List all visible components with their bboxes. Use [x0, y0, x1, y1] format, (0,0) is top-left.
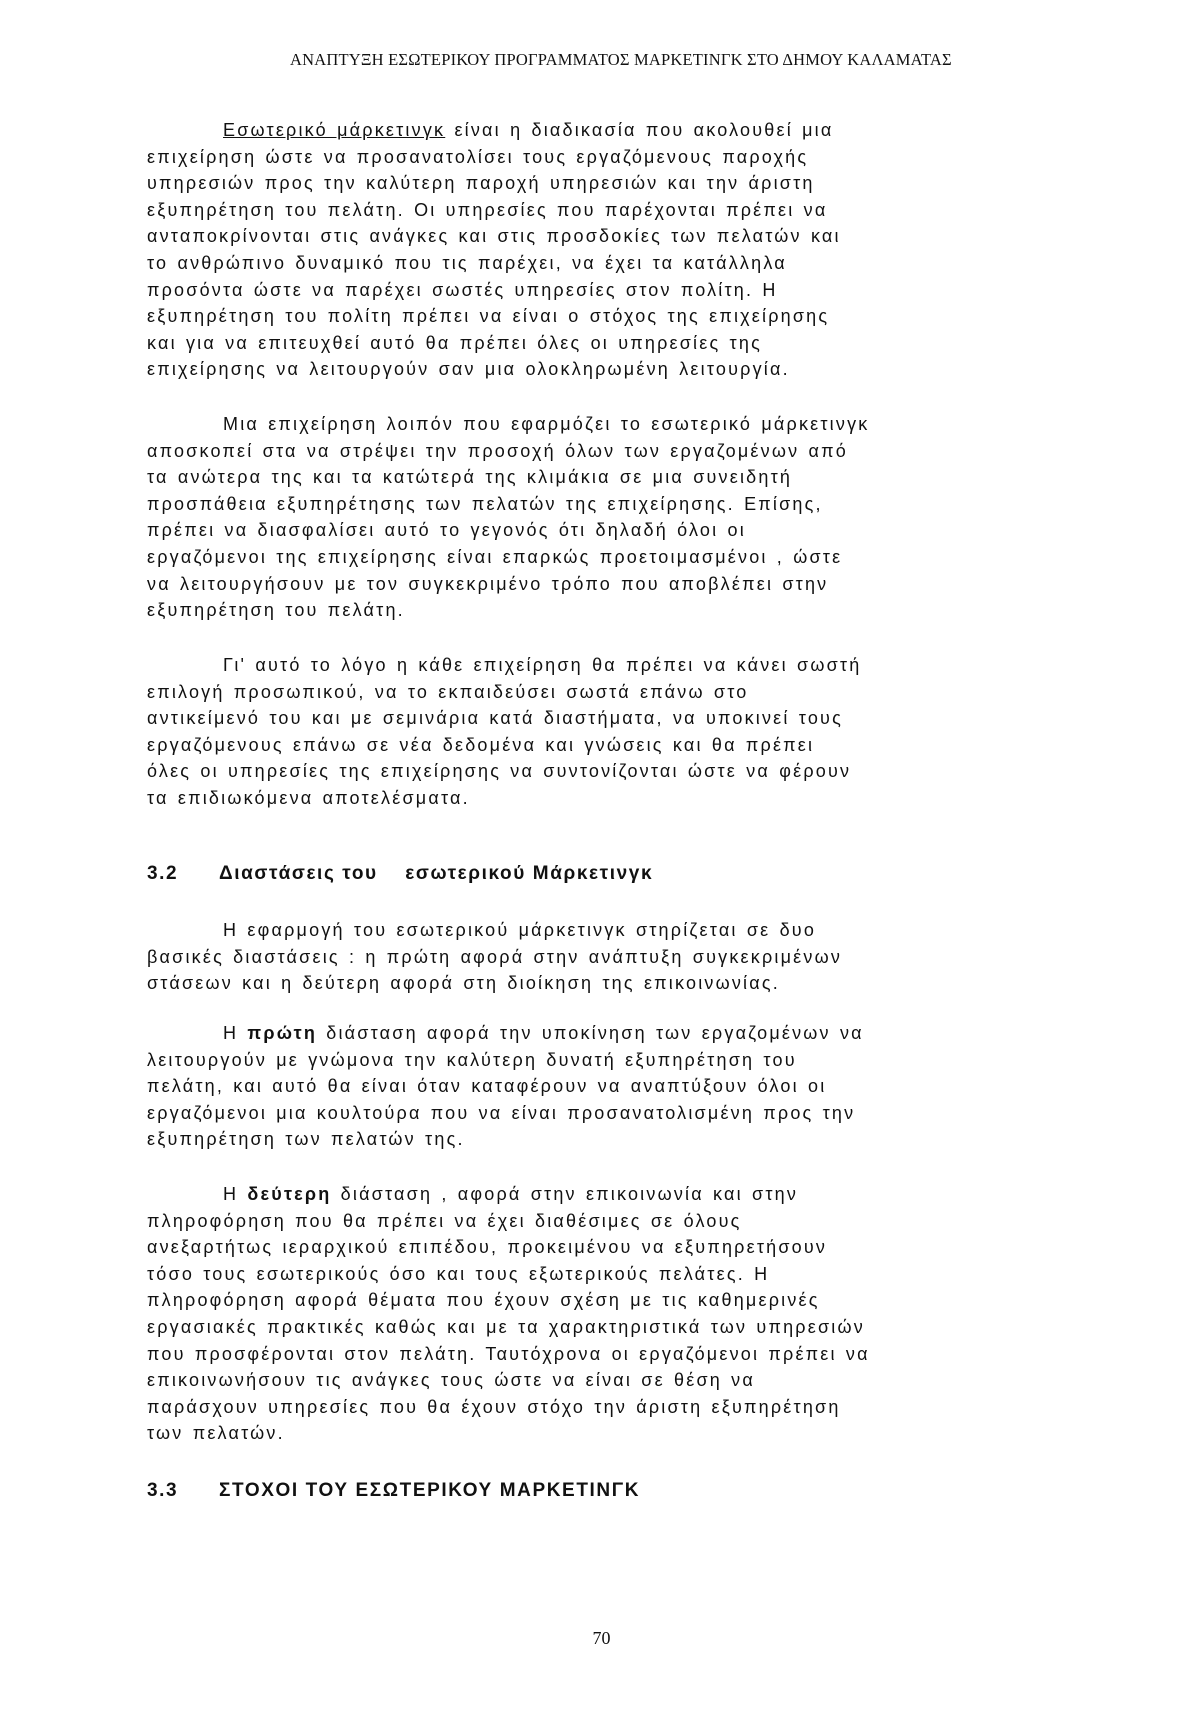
text-line: προσόντα ώστε να παρέχει σωστές υπηρεσίες στον πολίτη. Η — [147, 279, 778, 300]
emphasis-second: δεύτερη — [247, 1184, 332, 1204]
text-line: και για να επιτευχθεί αυτό θα πρέπει όλες οι υπηρεσίες της — [147, 332, 762, 353]
running-header: ΑΝΑΠΤΥΞΗ ΕΣΩΤΕΡΙΚΟΥ ΠΡΟΓΡΑΜΜΑΤΟΣ ΜΑΡΚΕΤΙΝΓΚ ΣΤΟ ΔΗΜΟΥ ΚΑΛΑΜΑΤΑΣ — [290, 50, 952, 69]
text-line: τόσο τους εσωτερικούς όσο και τους εξωτερικούς πελάτες. Η — [147, 1263, 770, 1284]
paragraph-staff-selection — [147, 652, 1057, 812]
text-line: ανεξαρτήτως ιεραρχικού επιπέδου, προκειμένου να εξυπηρετήσουν — [147, 1237, 828, 1258]
text-line: προσπάθεια εξυπηρέτησης των πελατών της επιχείρησης. Επίσης, — [147, 493, 823, 514]
text-line: αποσκοπεί στα να στρέψει την προσοχή όλων των εργαζομένων από — [147, 440, 848, 461]
text-line: αντικείμενό του και με σεμινάρια κατά διαστήματα, να υποκινεί τους — [147, 708, 843, 729]
text-line: εξυπηρέτηση των πελατών της. — [147, 1129, 465, 1150]
text-line: ανταποκρίνονται στις ανάγκες και στις προσδοκίες των πελατών και — [147, 226, 841, 247]
page-number: 70 — [592, 1628, 611, 1648]
paragraph-internal-marketing-definition — [147, 117, 1057, 383]
text-line: Μια επιχείρηση λοιπόν που εφαρμόζει το εσωτερικό μάρκετινγκ — [223, 414, 870, 434]
text-line: εξυπηρέτηση του πελάτη. Οι υπηρεσίες που παρέχονται πρέπει να — [147, 199, 828, 220]
text-line: πελάτη, και αυτό θα είναι όταν καταφέρουν να αναπτύξουν όλοι οι — [147, 1076, 827, 1097]
text-line: εργαζόμενοι μια κουλτούρα που να είναι προσανατολισμένη προς την — [147, 1102, 856, 1123]
text-line: που προσφέρονται στον πελάτη. Ταυτόχρονα οι εργαζόμενοι πρέπει να — [147, 1343, 870, 1364]
text-line: υπηρεσιών προς την καλύτερη παροχή υπηρεσιών και την άριστη — [147, 173, 815, 194]
paragraph-two-dimensions — [147, 917, 1057, 997]
paragraph-business-application — [147, 411, 1057, 624]
paragraph-second-dimension — [147, 1181, 1057, 1447]
paragraph-first-line: Εσωτερικό μάρκετινγκ είναι η διαδικασία που ακολουθεί μια — [223, 120, 834, 140]
text-line: των πελατών. — [147, 1423, 285, 1444]
text-line: το ανθρώπινο δυναμικό που τις παρέχει, να έχει τα κατάλληλα — [147, 252, 787, 273]
text-line: στάσεων και η δεύτερη αφορά στη διοίκηση της επικοινωνίας. — [147, 973, 780, 994]
text-line: επιχείρησης να λειτουργούν σαν μια ολοκληρωμένη λειτουργία. — [147, 359, 790, 380]
text-line: εργαζόμενους επάνω σε νέα δεδομένα και γνώσεις και θα πρέπει — [147, 734, 815, 755]
text-line: λειτουργούν με γνώμονα την καλύτερη δυνατή εξυπηρέτηση του — [147, 1049, 797, 1070]
text-line: να λειτουργήσουν με τον συγκεκριμένο τρόπο που αποβλέπει στην — [147, 573, 829, 594]
section-heading-3-3 — [147, 1480, 640, 1502]
text-line: βασικές διαστάσεις : η πρώτη αφορά στην ανάπτυξη συγκεκριμένων — [147, 946, 843, 967]
section-number: 3.2 — [147, 863, 179, 884]
text-line: εξυπηρέτηση του πολίτη πρέπει να είναι ο στόχος της επιχείρησης — [147, 306, 830, 327]
section-heading-3-2 — [147, 863, 653, 885]
section-title: Διαστάσεις του εσωτερικού Μάρκετινγκ — [219, 863, 654, 884]
section-title: ΣΤΟΧΟΙ ΤΟΥ ΕΣΩΤΕΡΙΚΟΥ ΜΑΡΚΕΤΙΝΓΚ — [219, 1480, 641, 1501]
text-line: πρέπει να διασφαλίσει αυτό το γεγονός ότι δηλαδή όλοι οι — [147, 520, 746, 541]
text-line: πληροφόρηση αφορά θέματα που έχουν σχέση με τις καθημερινές — [147, 1290, 820, 1311]
text-line: όλες οι υπηρεσίες της επιχείρησης να συντονίζονται ώστε να φέρουν — [147, 761, 852, 782]
text-line: επιλογή προσωπικού, να το εκπαιδεύσει σωστά επάνω στο — [147, 681, 749, 702]
text-line: Η εφαρμογή του εσωτερικού μάρκετινγκ στηρίζεται σε δυο — [223, 920, 817, 940]
emphasis-first: πρώτη — [247, 1023, 318, 1043]
text-line: εργασιακές πρακτικές καθώς και με τα χαρακτηριστικά των υπηρεσιών — [147, 1316, 865, 1337]
text-line: εξυπηρέτηση του πελάτη. — [147, 600, 405, 621]
text-line: Γι' αυτό το λόγο η κάθε επιχείρηση θα πρέπει να κάνει σωστή — [223, 655, 862, 675]
text-line: τα επιδιωκόμενα αποτελέσματα. — [147, 787, 470, 808]
text-line: επιχείρηση ώστε να προσανατολίσει τους εργαζόμενους παροχής — [147, 146, 809, 167]
defined-term: Εσωτερικό μάρκετινγκ — [223, 120, 446, 140]
paragraph-first-dimension — [147, 1020, 1057, 1153]
text-line: τα ανώτερα της και τα κατώτερά της κλιμάκια σε μια συνειδητή — [147, 467, 793, 488]
paragraph-first-line: Η πρώτη διάσταση αφορά την υποκίνηση των εργαζομένων να — [223, 1023, 864, 1043]
text-line: πληροφόρηση που θα πρέπει να έχει διαθέσιμες σε όλους — [147, 1210, 742, 1231]
paragraph-first-line: Η δεύτερη διάσταση , αφορά στην επικοινωνία και στην — [223, 1184, 799, 1204]
text-line: παράσχουν υπηρεσίες που θα έχουν στόχο την άριστη εξυπηρέτηση — [147, 1396, 841, 1417]
section-number: 3.3 — [147, 1480, 179, 1501]
text-line: επικοινωνήσουν τις ανάγκες τους ώστε να είναι σε θέση να — [147, 1370, 755, 1391]
text-line: εργαζόμενοι της επιχείρησης είναι επαρκώς προετοιμασμένοι , ώστε — [147, 546, 843, 567]
